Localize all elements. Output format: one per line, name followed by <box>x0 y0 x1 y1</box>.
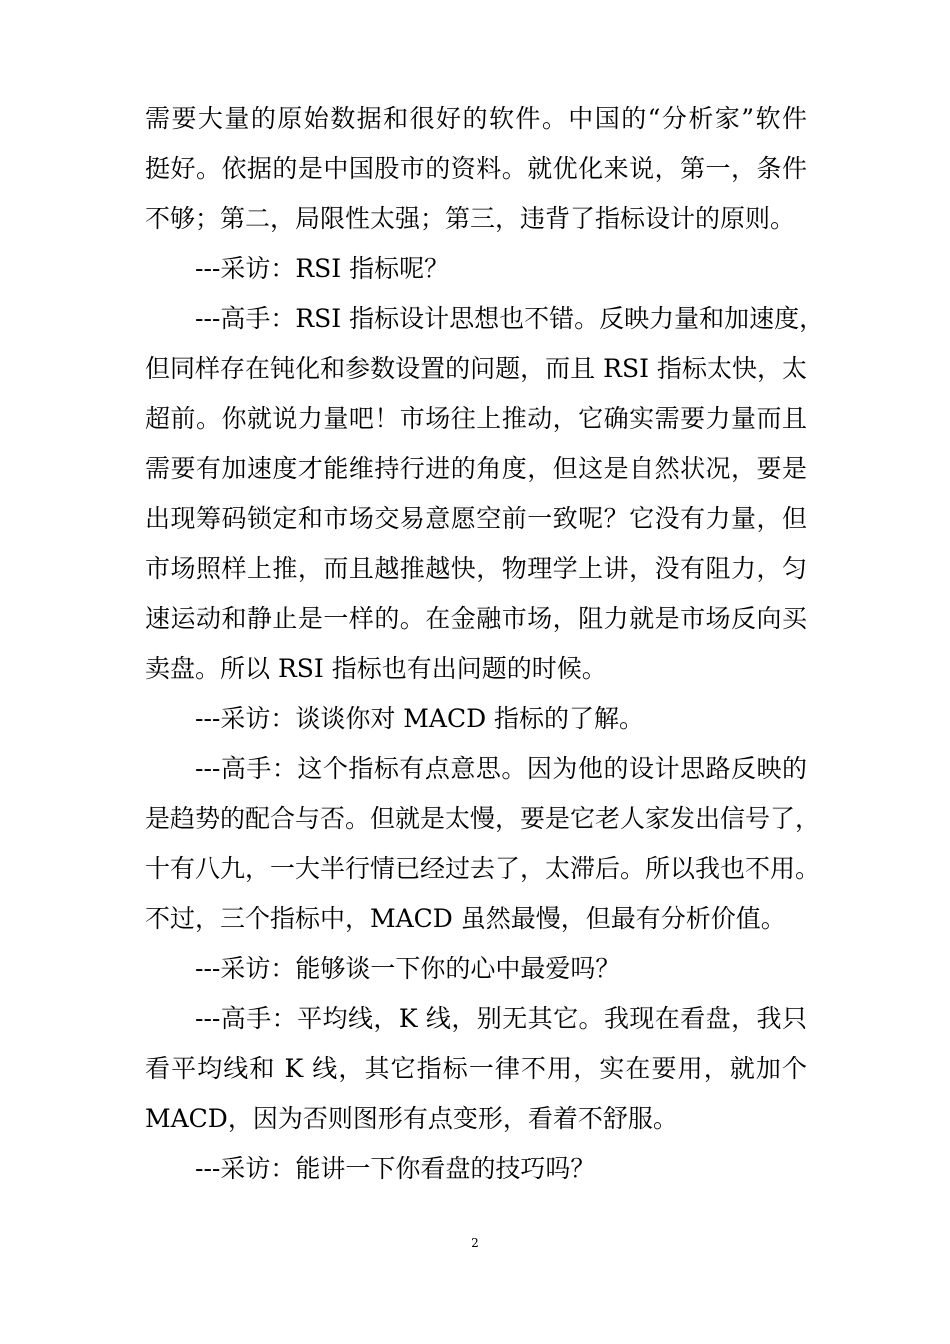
text-line-16: 十有八九，一大半行情已经过去了，太滞后。所以我也不用。 <box>145 854 821 883</box>
text-line-12: 卖盘。所以 RSI 指标也有出问题的时候。 <box>145 654 607 683</box>
text-line-21: MACD，因为否则图形有点变形，看着不舒服。 <box>145 1104 678 1133</box>
text-line-11: 速运动和静止是一样的。在金融市场，阻力就是市场反向买 <box>145 604 807 633</box>
interview-question-favorite: ---采访：能够谈一下你的心中最爱吗？ <box>195 954 621 983</box>
text-line-15: 是趋势的配合与否。但就是太慢，要是它老人家发出信号了， <box>145 804 821 833</box>
text-line-6: 但同样存在钝化和参数设置的问题，而且 RSI 指标太快，太 <box>145 354 807 383</box>
text-line-9: 出现筹码锁定和市场交易意愿空前一致呢？它没有力量，但 <box>145 504 807 533</box>
page-number: 2 <box>471 1236 479 1250</box>
text-line-14: ---高手：这个指标有点意思。因为他的设计思路反映的 <box>195 754 807 783</box>
interview-question-macd: ---采访：谈谈你对 MACD 指标的了解。 <box>195 704 645 733</box>
text-line-19: ---高手：平均线，K 线，别无其它。我现在看盘，我只 <box>195 1004 807 1033</box>
text-line-20: 看平均线和 K 线，其它指标一律不用，实在要用，就加个 <box>145 1054 807 1083</box>
interview-question-technique: ---采访：能讲一下你看盘的技巧吗？ <box>195 1154 596 1183</box>
text-line-8: 需要有加速度才能维持行进的角度，但这是自然状况，要是 <box>145 454 807 483</box>
text-line-3: 不够；第二，局限性太强；第三，违背了指标设计的原则。 <box>145 204 796 233</box>
interview-question-rsi: ---采访：RSI 指标呢？ <box>195 254 450 283</box>
text-line-5: ---高手：RSI 指标设计思想也不错。反映力量和加速度， <box>195 304 825 333</box>
text-line-7: 超前。你就说力量吧！市场往上推动，它确实需要力量而且 <box>145 404 807 433</box>
text-line-10: 市场照样上推，而且越推越快，物理学上讲，没有阻力，匀 <box>145 554 807 583</box>
text-line-17: 不过，三个指标中，MACD 虽然最慢，但最有分析价值。 <box>145 904 786 933</box>
body-text <box>145 94 825 1194</box>
text-line-2: 挺好。依据的是中国股市的资料。就优化来说，第一，条件 <box>145 154 807 183</box>
text-line-1: 需要大量的原始数据和很好的软件。中国的“分析家”软件 <box>145 104 807 133</box>
